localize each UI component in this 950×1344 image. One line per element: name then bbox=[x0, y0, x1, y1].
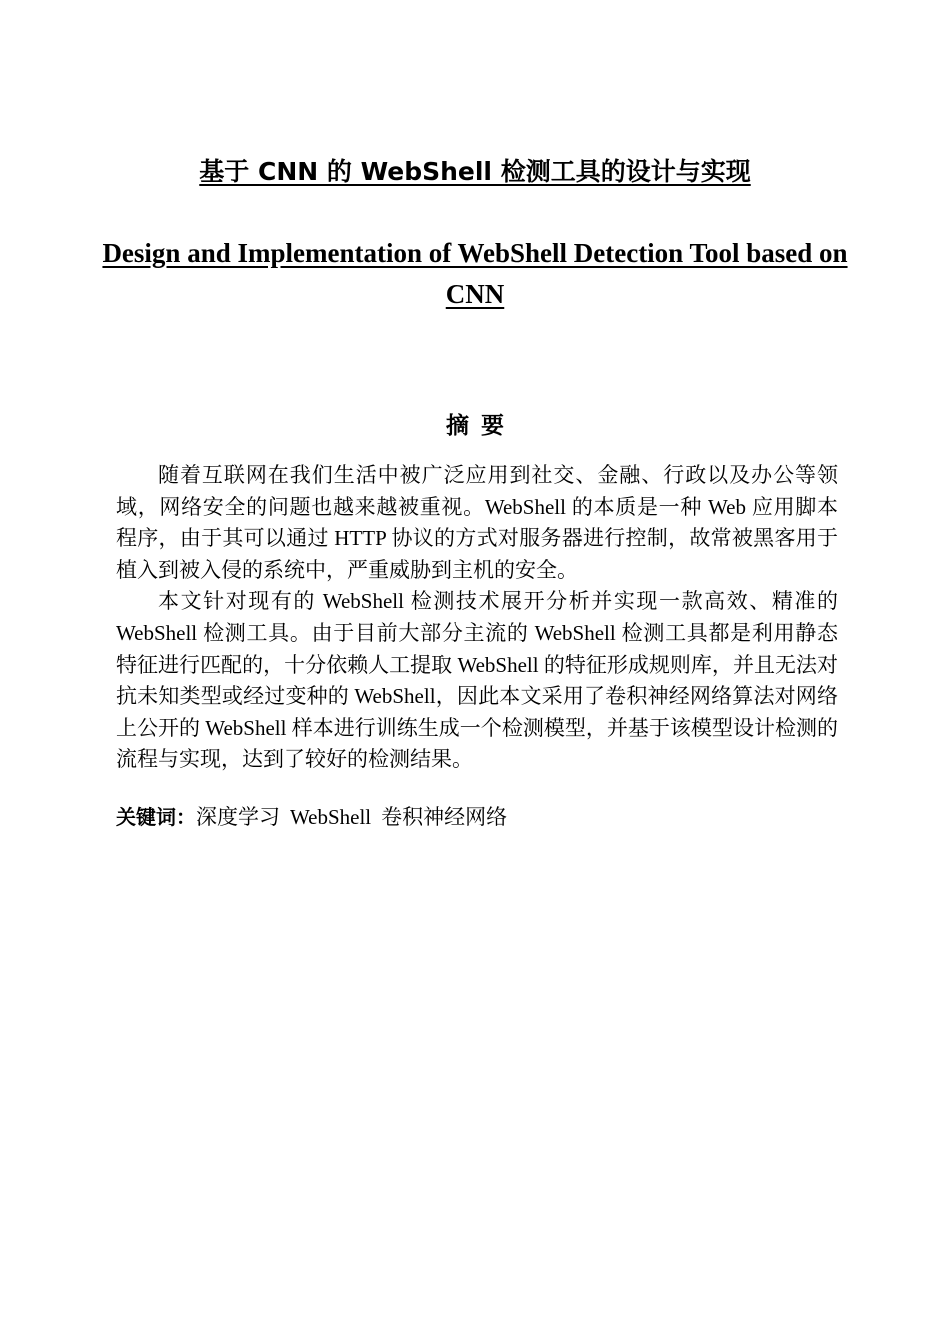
english-title: Design and Implementation of WebShell Detection Tool based on CNN bbox=[102, 238, 848, 309]
keyword: WebShell bbox=[290, 805, 372, 829]
keyword: 卷积神经网络 bbox=[381, 805, 508, 829]
chinese-title: 基于 CNN 的 WebShell 检测工具的设计与实现 bbox=[199, 157, 751, 186]
keyword: 深度学习 bbox=[196, 805, 280, 829]
abstract-body bbox=[116, 460, 838, 776]
keywords-label: 关键词： bbox=[116, 805, 196, 829]
abstract-paragraph: 本文针对现有的 WebShell 检测技术展开分析并实现一款高效、精准的 WebShell 检测工具。由于目前大部分主流的 WebShell 检测工具都是利用静态特征进行匹配的，十分依赖人工提取 WebShell 的特征形成规则库，并且无法对抗未知类型或经过变种的 WebShell，因此本文采用了卷积神经网络算法对网络上公开的 WebShell 样本进行训练生成一个检测模型，并基于该模型设计检测的流程与实现，达到了较好的检测结果。 bbox=[116, 589, 838, 772]
abstract-paragraph: 随着互联网在我们生活中被广泛应用到社交、金融、行政以及办公等领域，网络安全的问题也越来越被重视。WebShell 的本质是一种 Web 应用脚本程序，由于其可以通过 HTTP 协议的方式对服务器进行控制，故常被黑客用于植入到被入侵的系统中，严重威胁到主机的安全。 bbox=[116, 463, 838, 582]
keywords-line bbox=[116, 801, 838, 833]
abstract-heading: 摘要 bbox=[446, 413, 516, 439]
